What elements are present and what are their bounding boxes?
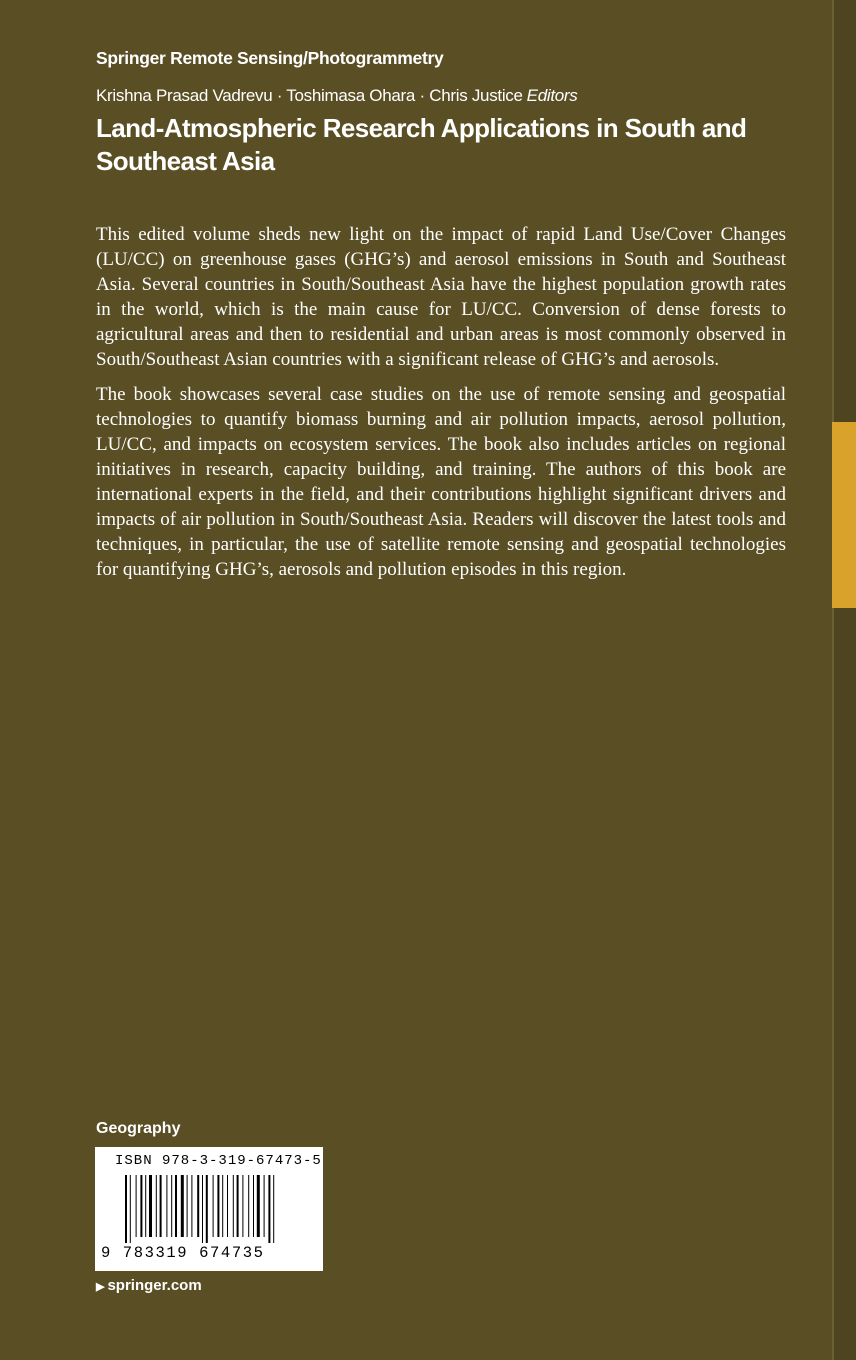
editor-names: Krishna Prasad Vadrevu · Toshimasa Ohara · Chris Justice xyxy=(96,86,523,105)
website-text: springer.com xyxy=(107,1277,202,1294)
barcode-box xyxy=(95,1147,323,1271)
blurb xyxy=(96,222,786,592)
book-title: Land-Atmospheric Research Applications in South and Southeast Asia xyxy=(96,113,747,176)
subject-category: Geography xyxy=(96,1120,181,1137)
spine-accent-bar xyxy=(832,422,856,608)
website-link[interactable] xyxy=(96,1277,202,1294)
spine-strip xyxy=(832,0,856,1360)
blurb-paragraph-2: The book showcases several case studies on the use of remote sensing and geospatial technologies to quantify biomass burning and air pollution impacts, aerosol pollution, LU/CC, and impacts on ecosystem services. The book also includes articles on regional initiatives in research, capacity building, and training. The authors of this book are international experts in the field, and their contributions highlight significant drivers and impacts of air pollution in South/Southeast Asia. Readers will discover the latest tools and techniques, in particular, the use of satellite remote sensing and geospatial technologies for quantifying GHG’s, aerosols and pollution episodes in this region. xyxy=(96,384,786,580)
play-arrow-icon: ▶ xyxy=(96,1281,105,1293)
editors-role: Editors xyxy=(526,86,578,105)
spine-edge xyxy=(832,0,834,1360)
barcode-icon xyxy=(125,1175,301,1243)
isbn-label: ISBN 978-3-319-67473-5 xyxy=(115,1153,322,1169)
editors-line xyxy=(96,86,577,106)
blurb-paragraph-1: This edited volume sheds new light on the impact of rapid Land Use/Cover Changes (LU/CC) on greenhouse gases (GHG’s) and aerosol emissions in South and Southeast Asia. Several countries in South/Southeast Asia have the highest population growth rates in the world, which is the main cause for LU/CC. Conversion of dense forests to agricultural areas and then to residential and urban areas is most commonly observed in South/Southeast Asian countries with a significant release of GHG’s and aerosols. xyxy=(96,224,786,370)
ean-digits: 9 783319 674735 xyxy=(101,1244,265,1262)
series-name: Springer Remote Sensing/Photogrammetry xyxy=(96,48,444,68)
